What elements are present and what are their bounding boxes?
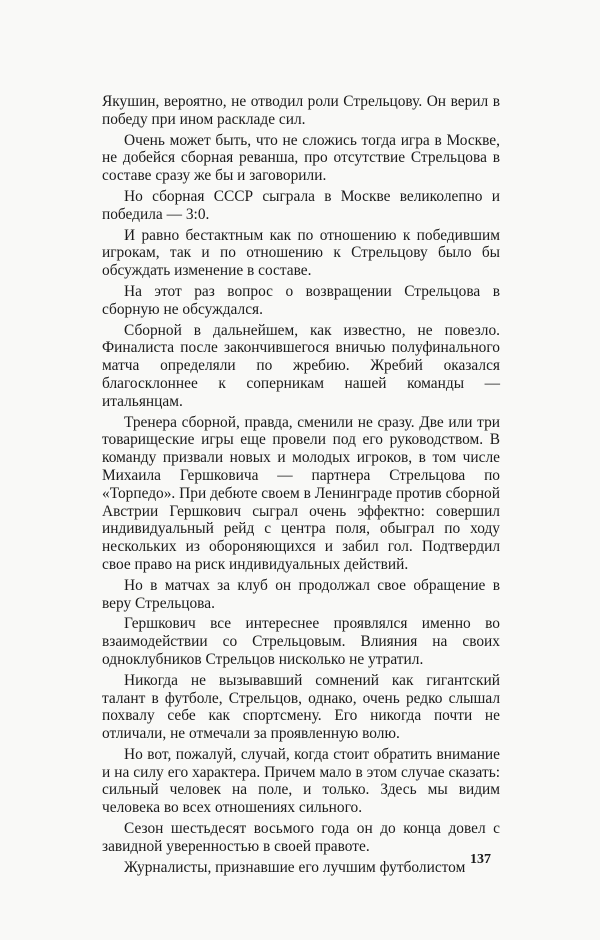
paragraph: Якушин, вероятно, не отводил роли Стрельцову. Он верил в победу при ином раскладе сил. [102, 93, 500, 128]
paragraph: Сезон шестьдесят восьмого года он до конца довел с завидной уверенностью в своей правоте. [102, 820, 500, 855]
paragraph: Но в матчах за клуб он продолжал свое обращение в веру Стрельцова. [102, 576, 500, 612]
paragraph: Но вот, пожалуй, случай, когда стоит обратить внимание и на силу его характера. Причем мало в этом случае сказать: сильный человек на поле, и только. Здесь мы видим человека во всех отношениях сильного. [102, 745, 500, 817]
body-text [102, 93, 500, 879]
paragraph: Никогда не вызывавший сомнений как гигантский талант в футболе, Стрельцов, однако, очень редко слышал похвалу себе как спортсмену. Его никогда почти не отличали, не отмечали за проявленную волю. [102, 671, 500, 743]
paragraph: Гершкович все интереснее проявлялся именно во взаимодействии со Стрельцовым. Влияния на своих одноклубников Стрельцов нисколько не утратил. [102, 615, 500, 668]
paragraph: Тренера сборной, правда, сменили не сразу. Две или три товарищеские игры еще провели под его руководством. В команду призвали новых и молодых игроков, в том числе Михаила Гершковича — партнера Стрельцова по «Торпедо». При дебюте своем в Ленинграде против сборной Австрии Гершкович сыграл очень эффектно: совершил индивидуальный рейд с центра поля, обыграл по ходу нескольких из обороняющихся и забил гол. Подтвердил свое право на риск индивидуальных действий. [102, 413, 500, 573]
page-number: 137 [470, 852, 491, 867]
paragraph: Журналисты, признавшие его лучшим футболистом [124, 858, 466, 876]
paragraph: Но сборная СССР сыграла в Москве великолепно и победила — 3:0. [102, 187, 500, 223]
paragraph: Очень может быть, что не сложись тогда игра в Москве, не добейся сборная реванша, про отсутствие Стрельцова в составе сразу же бы и заговорили. [102, 131, 500, 185]
paragraph: На этот раз вопрос о возвращении Стрельцова в сборную не обсуждался. [102, 282, 500, 318]
paragraph: И равно бестактным как по отношению к победившим игрокам, так и по отношению к Стрельцову было бы обсуждать изменение в составе. [102, 226, 500, 280]
paragraph: Сборной в дальнейшем, как известно, не повезло. Финалиста после закончившегося вничью полуфинального матча определяли по жребию. Жребий оказался благосклоннее к соперникам нашей команды — итальянцам. [102, 321, 500, 410]
